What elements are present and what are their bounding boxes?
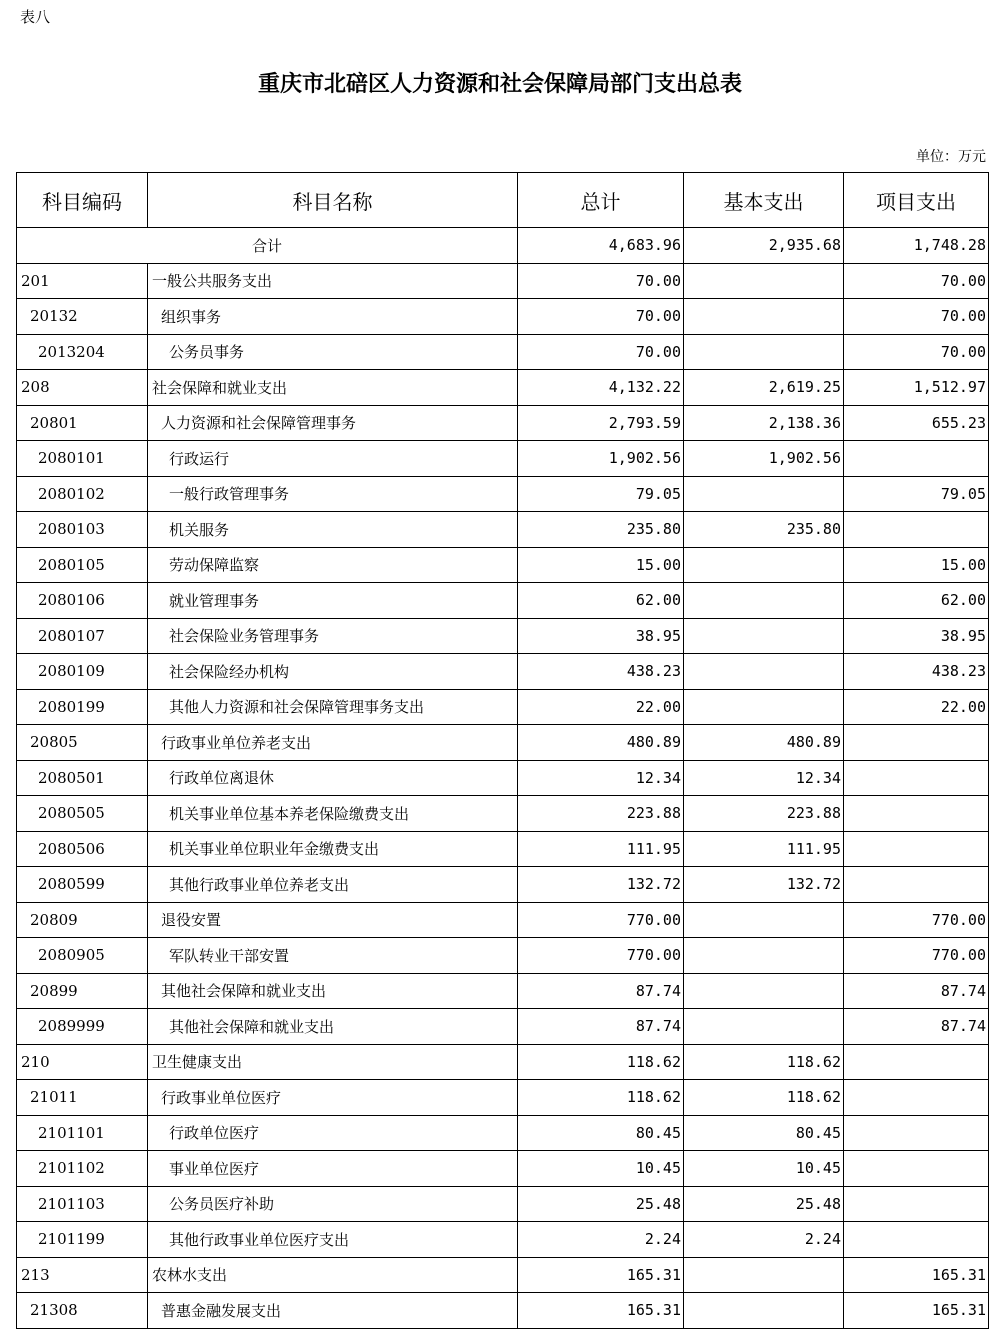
row-project: 87.74	[844, 973, 989, 1009]
row-total: 118.62	[518, 1044, 684, 1080]
row-total: 480.89	[518, 725, 684, 761]
row-basic	[684, 299, 844, 335]
row-code: 20809	[17, 902, 148, 938]
row-code: 20899	[17, 973, 148, 1009]
row-total: 118.62	[518, 1080, 684, 1116]
row-basic	[684, 476, 844, 512]
row-code: 210	[17, 1044, 148, 1080]
row-basic	[684, 938, 844, 974]
row-basic	[684, 334, 844, 370]
row-project: 70.00	[844, 263, 989, 299]
row-code: 201	[17, 263, 148, 299]
row-basic: 118.62	[684, 1080, 844, 1116]
row-name: 社会保障和就业支出	[148, 370, 518, 406]
row-total: 111.95	[518, 831, 684, 867]
row-name: 人力资源和社会保障管理事务	[148, 405, 518, 441]
row-project	[844, 796, 989, 832]
table-row	[17, 1151, 989, 1187]
row-project: 70.00	[844, 299, 989, 335]
row-project: 87.74	[844, 1009, 989, 1045]
row-total: 87.74	[518, 973, 684, 1009]
row-name: 行政事业单位养老支出	[148, 725, 518, 761]
row-total: 87.74	[518, 1009, 684, 1045]
row-name: 事业单位医疗	[148, 1151, 518, 1187]
table-row	[17, 973, 989, 1009]
row-project: 165.31	[844, 1293, 989, 1329]
row-code: 2013204	[17, 334, 148, 370]
table-row	[17, 370, 989, 406]
row-code: 2080101	[17, 441, 148, 477]
row-code: 208	[17, 370, 148, 406]
row-basic: 223.88	[684, 796, 844, 832]
row-name: 其他人力资源和社会保障管理事务支出	[148, 689, 518, 725]
table-row	[17, 1293, 989, 1329]
row-project: 62.00	[844, 583, 989, 619]
row-project: 15.00	[844, 547, 989, 583]
table-row	[17, 618, 989, 654]
row-name: 公务员事务	[148, 334, 518, 370]
table-row	[17, 1186, 989, 1222]
row-name: 军队转业干部安置	[148, 938, 518, 974]
row-basic: 2,138.36	[684, 405, 844, 441]
table-row	[17, 263, 989, 299]
row-code: 2080599	[17, 867, 148, 903]
table-number-label: 表八	[20, 8, 51, 26]
table-row	[17, 547, 989, 583]
table-row	[17, 831, 989, 867]
row-project: 38.95	[844, 618, 989, 654]
row-name: 一般公共服务支出	[148, 263, 518, 299]
row-basic	[684, 1257, 844, 1293]
row-code: 21308	[17, 1293, 148, 1329]
row-project	[844, 831, 989, 867]
row-total: 12.34	[518, 760, 684, 796]
row-code: 2080109	[17, 654, 148, 690]
row-project: 438.23	[844, 654, 989, 690]
row-name: 农林水支出	[148, 1257, 518, 1293]
row-code: 2080105	[17, 547, 148, 583]
row-project	[844, 1186, 989, 1222]
row-code: 2080905	[17, 938, 148, 974]
row-code: 20132	[17, 299, 148, 335]
row-code: 20801	[17, 405, 148, 441]
row-name: 一般行政管理事务	[148, 476, 518, 512]
row-basic: 111.95	[684, 831, 844, 867]
row-basic	[684, 973, 844, 1009]
row-project	[844, 867, 989, 903]
row-total: 79.05	[518, 476, 684, 512]
row-project	[844, 725, 989, 761]
row-code: 2080505	[17, 796, 148, 832]
row-basic: 132.72	[684, 867, 844, 903]
row-project	[844, 1151, 989, 1187]
row-basic	[684, 1293, 844, 1329]
table-row	[17, 476, 989, 512]
total-basic: 2,935.68	[684, 228, 844, 264]
row-basic: 10.45	[684, 1151, 844, 1187]
row-code: 2080102	[17, 476, 148, 512]
header-total: 总计	[518, 173, 684, 228]
row-total: 22.00	[518, 689, 684, 725]
table-row	[17, 654, 989, 690]
table-row	[17, 938, 989, 974]
row-project	[844, 1080, 989, 1116]
row-code: 2101101	[17, 1115, 148, 1151]
table-row	[17, 1257, 989, 1293]
row-code: 2080106	[17, 583, 148, 619]
row-name: 机关事业单位职业年金缴费支出	[148, 831, 518, 867]
row-total: 2,793.59	[518, 405, 684, 441]
row-basic: 118.62	[684, 1044, 844, 1080]
row-total: 438.23	[518, 654, 684, 690]
row-total: 70.00	[518, 263, 684, 299]
table-row	[17, 334, 989, 370]
unit-label: 单位：万元	[916, 149, 986, 165]
row-name: 行政事业单位医疗	[148, 1080, 518, 1116]
row-project: 1,512.97	[844, 370, 989, 406]
row-project: 22.00	[844, 689, 989, 725]
row-project	[844, 441, 989, 477]
row-total: 132.72	[518, 867, 684, 903]
row-total: 2.24	[518, 1222, 684, 1258]
table-row	[17, 1222, 989, 1258]
row-basic	[684, 547, 844, 583]
row-name: 其他社会保障和就业支出	[148, 1009, 518, 1045]
row-project: 70.00	[844, 334, 989, 370]
row-code: 2080199	[17, 689, 148, 725]
row-name: 劳动保障监察	[148, 547, 518, 583]
row-project	[844, 512, 989, 548]
row-basic: 480.89	[684, 725, 844, 761]
row-name: 其他社会保障和就业支出	[148, 973, 518, 1009]
row-code: 2080103	[17, 512, 148, 548]
row-total: 235.80	[518, 512, 684, 548]
row-total: 223.88	[518, 796, 684, 832]
row-basic: 12.34	[684, 760, 844, 796]
row-code: 2080501	[17, 760, 148, 796]
row-basic: 25.48	[684, 1186, 844, 1222]
row-total: 15.00	[518, 547, 684, 583]
row-code: 2089999	[17, 1009, 148, 1045]
table-row	[17, 1080, 989, 1116]
row-total: 70.00	[518, 299, 684, 335]
row-total: 10.45	[518, 1151, 684, 1187]
table-row	[17, 1115, 989, 1151]
row-basic	[684, 263, 844, 299]
row-basic	[684, 654, 844, 690]
header-project: 项目支出	[844, 173, 989, 228]
total-label: 合计	[17, 228, 518, 264]
table-row	[17, 760, 989, 796]
row-project: 655.23	[844, 405, 989, 441]
table-row	[17, 299, 989, 335]
row-code: 213	[17, 1257, 148, 1293]
row-name: 机关事业单位基本养老保险缴费支出	[148, 796, 518, 832]
row-basic: 2,619.25	[684, 370, 844, 406]
row-name: 就业管理事务	[148, 583, 518, 619]
row-total: 165.31	[518, 1257, 684, 1293]
table-row	[17, 867, 989, 903]
row-name: 组织事务	[148, 299, 518, 335]
row-basic: 2.24	[684, 1222, 844, 1258]
row-code: 21011	[17, 1080, 148, 1116]
row-project	[844, 1222, 989, 1258]
row-project: 770.00	[844, 938, 989, 974]
row-total: 80.45	[518, 1115, 684, 1151]
row-code: 2101102	[17, 1151, 148, 1187]
row-total: 770.00	[518, 938, 684, 974]
table-row	[17, 441, 989, 477]
header-name: 科目名称	[148, 173, 518, 228]
row-project	[844, 1044, 989, 1080]
table-row	[17, 689, 989, 725]
total-sum: 4,683.96	[518, 228, 684, 264]
row-name: 行政运行	[148, 441, 518, 477]
header-code: 科目编码	[17, 173, 148, 228]
row-name: 机关服务	[148, 512, 518, 548]
row-basic: 1,902.56	[684, 441, 844, 477]
row-total: 38.95	[518, 618, 684, 654]
table-row	[17, 583, 989, 619]
row-name: 社会保险经办机构	[148, 654, 518, 690]
row-name: 普惠金融发展支出	[148, 1293, 518, 1329]
row-basic	[684, 1009, 844, 1045]
table-row	[17, 512, 989, 548]
table-row	[17, 1009, 989, 1045]
row-name: 行政单位离退休	[148, 760, 518, 796]
row-code: 2080506	[17, 831, 148, 867]
total-row	[17, 228, 989, 264]
header-row	[17, 173, 989, 228]
row-total: 25.48	[518, 1186, 684, 1222]
table-row	[17, 902, 989, 938]
row-project: 79.05	[844, 476, 989, 512]
row-code: 2101103	[17, 1186, 148, 1222]
table-row	[17, 796, 989, 832]
row-name: 公务员医疗补助	[148, 1186, 518, 1222]
row-name: 社会保险业务管理事务	[148, 618, 518, 654]
row-total: 1,902.56	[518, 441, 684, 477]
row-project: 165.31	[844, 1257, 989, 1293]
row-total: 165.31	[518, 1293, 684, 1329]
row-project	[844, 1115, 989, 1151]
row-basic	[684, 689, 844, 725]
expenditure-table	[16, 172, 989, 1329]
row-total: 770.00	[518, 902, 684, 938]
row-code: 20805	[17, 725, 148, 761]
header-basic: 基本支出	[684, 173, 844, 228]
row-name: 退役安置	[148, 902, 518, 938]
row-total: 70.00	[518, 334, 684, 370]
row-name: 卫生健康支出	[148, 1044, 518, 1080]
total-project: 1,748.28	[844, 228, 989, 264]
row-basic	[684, 583, 844, 619]
table-row	[17, 405, 989, 441]
row-basic	[684, 618, 844, 654]
table-row	[17, 725, 989, 761]
row-basic: 80.45	[684, 1115, 844, 1151]
row-code: 2080107	[17, 618, 148, 654]
document-title: 重庆市北碚区人力资源和社会保障局部门支出总表	[257, 71, 742, 97]
row-name: 其他行政事业单位养老支出	[148, 867, 518, 903]
row-total: 4,132.22	[518, 370, 684, 406]
row-name: 行政单位医疗	[148, 1115, 518, 1151]
row-basic	[684, 902, 844, 938]
row-code: 2101199	[17, 1222, 148, 1258]
row-total: 62.00	[518, 583, 684, 619]
row-project	[844, 760, 989, 796]
table-row	[17, 1044, 989, 1080]
row-basic: 235.80	[684, 512, 844, 548]
row-project: 770.00	[844, 902, 989, 938]
row-name: 其他行政事业单位医疗支出	[148, 1222, 518, 1258]
